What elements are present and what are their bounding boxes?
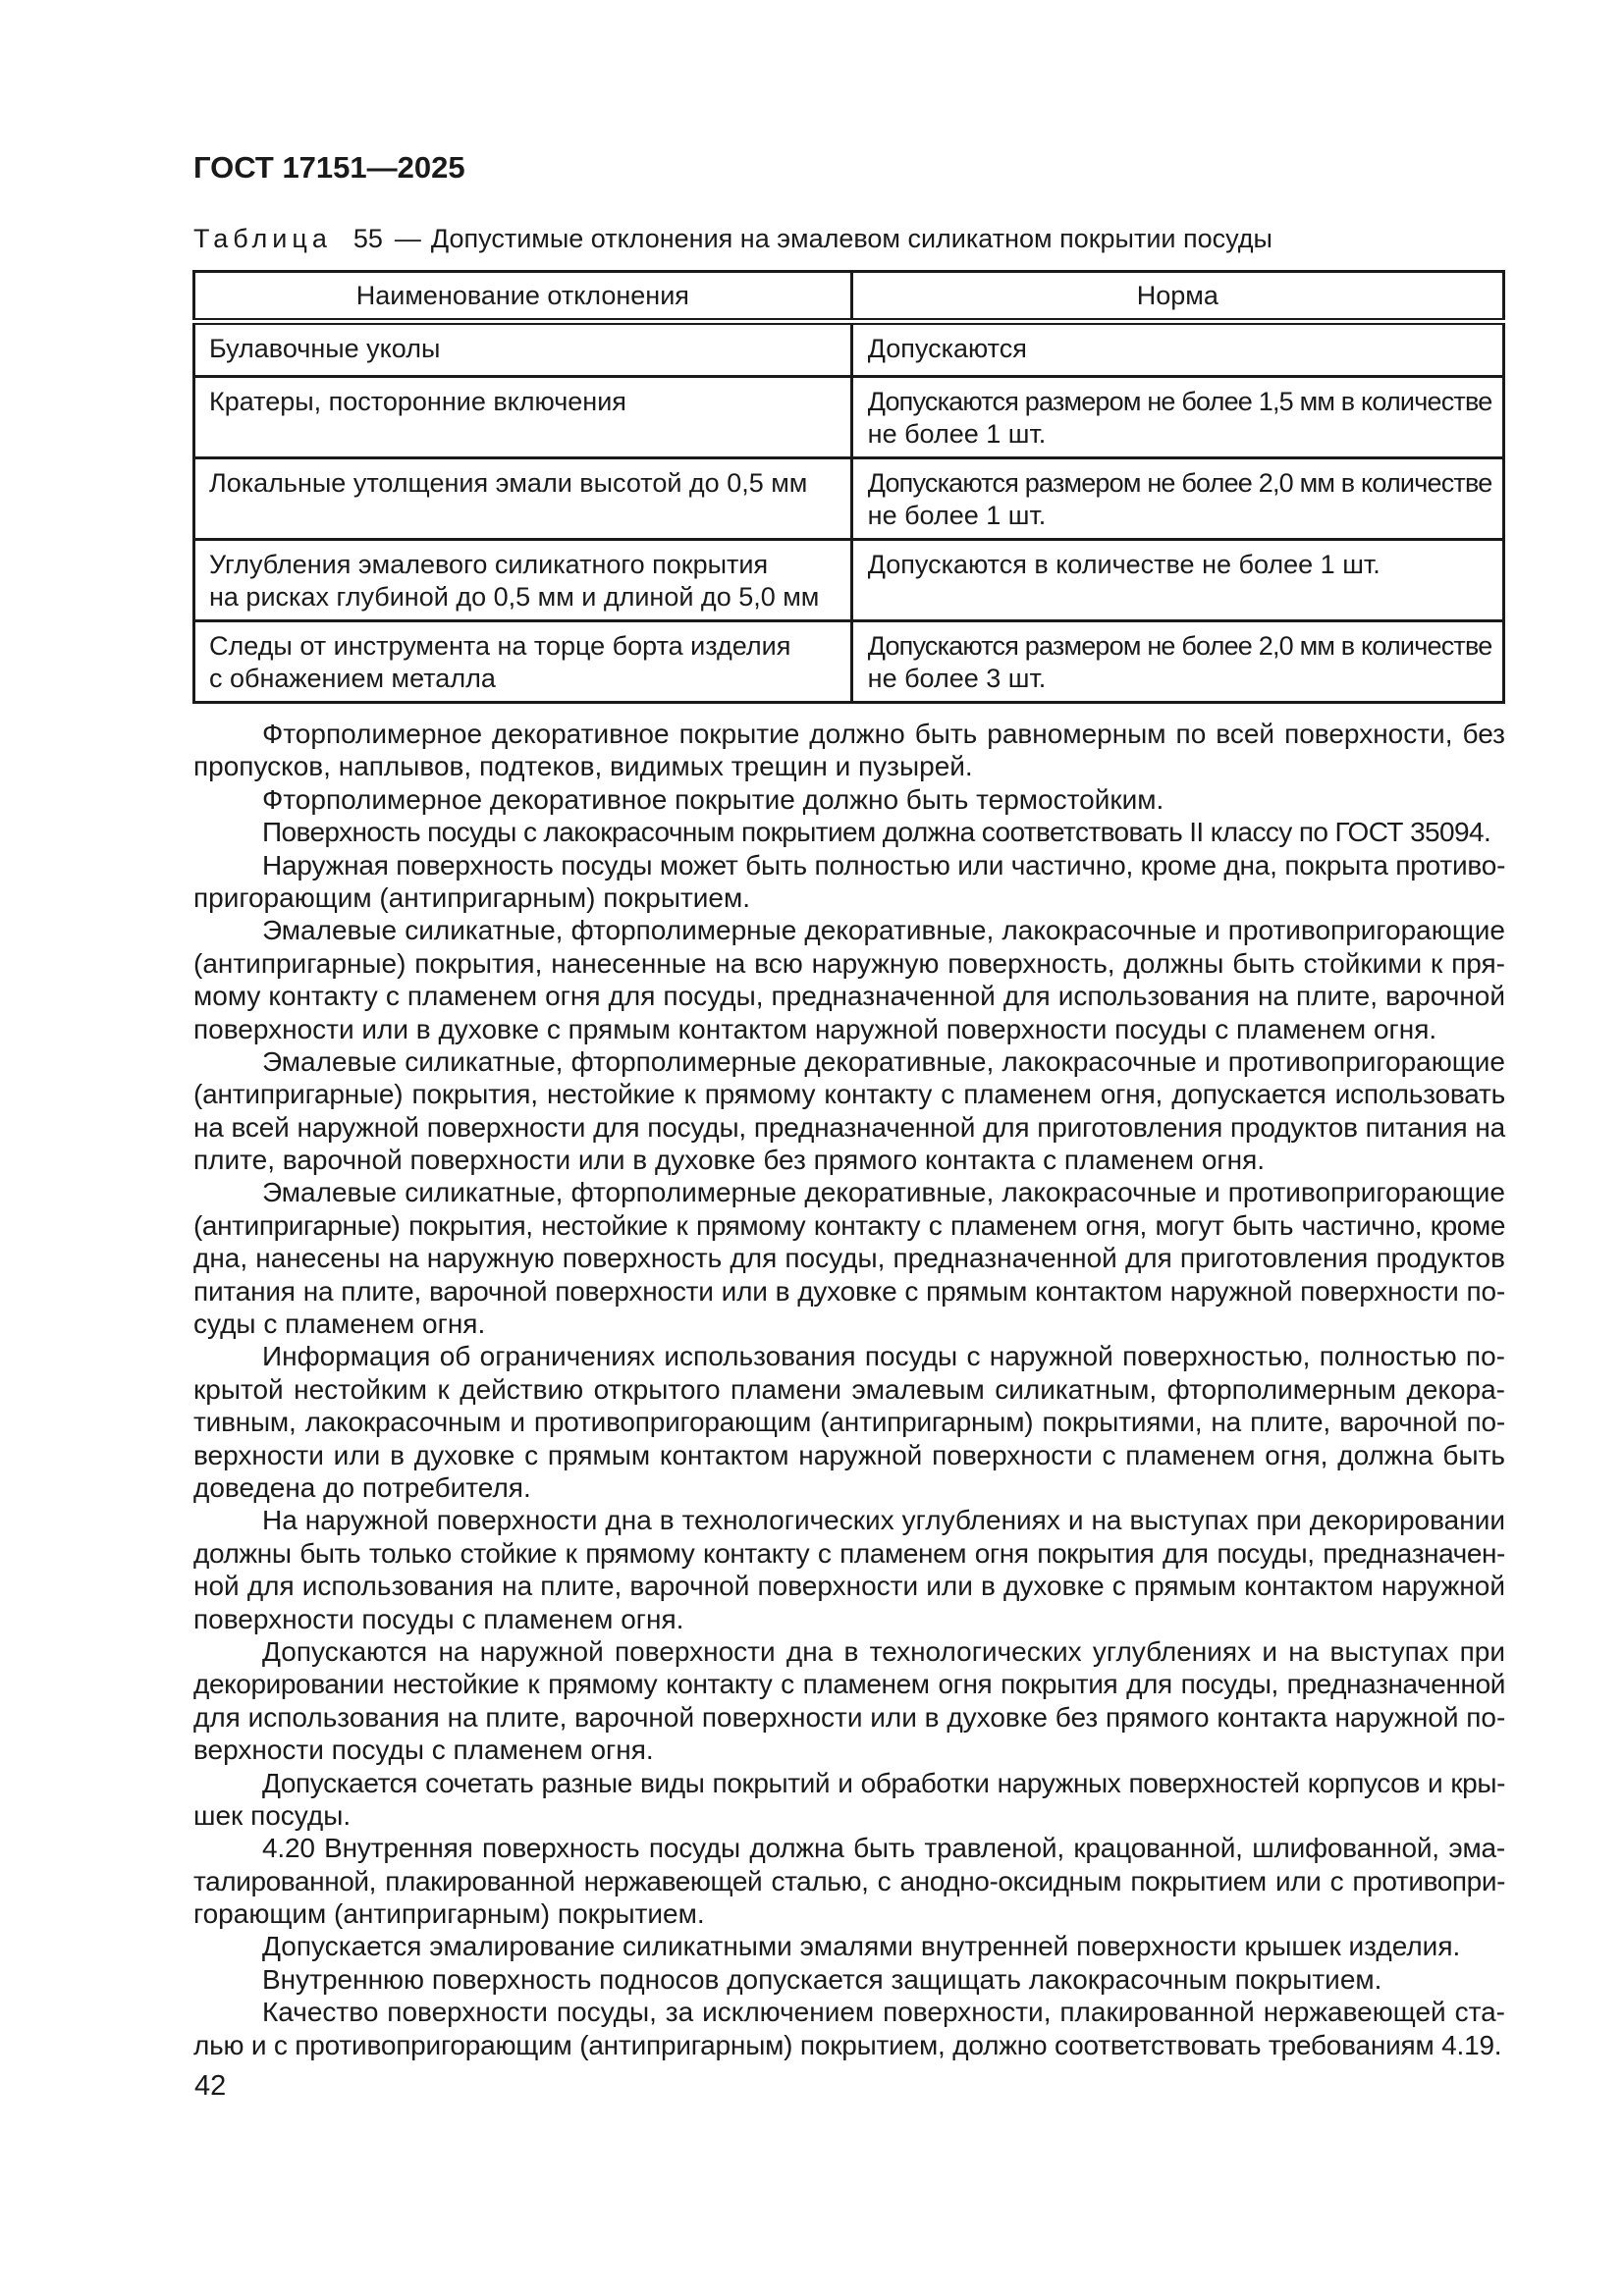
deviation-name-cell [194, 458, 852, 540]
text-line: лью и с противопригорающим (антипригарным) покрытием, должно соответствовать требованиям 4.19. [193, 2029, 1502, 2060]
text-line: (антипригарные) покрытия, нанесенные на всю наружную поверхность, должны быть стойкими к пря- [193, 947, 1505, 979]
body-text [193, 718, 1505, 2061]
text-line: ной для использования на плите, варочной поверхности или в духовке с прямым контактом наружной [193, 1571, 1505, 1602]
text-line: тивным, лакокрасочным и противопригорающим (антипригарным) покрытиями, на плите, варочной по- [193, 1407, 1505, 1438]
cell-line: Кратеры, посторонние включения [209, 387, 626, 416]
text-line: мому контакту с пламенем огня для посуды, предназначенной для использования на плите, варочной [193, 981, 1505, 1012]
cell-line: с обнажением металла [209, 664, 496, 693]
text-line: 4.20 Внутренняя поверхность посуды должна быть травленой, крацованной, шлифованной, эма- [262, 1833, 1505, 1864]
text-line: горающим (антипригарным) покрытием. [193, 1898, 705, 1930]
text-line: декорировании нестойкие к прямому контакту с пламенем огня покрытия для посуды, предназначенной [193, 1669, 1505, 1700]
paragraph [193, 816, 1505, 848]
column-header-norm: Норма [851, 272, 1503, 322]
text-line: пропусков, наплывов, подтеков, видимых трещин и пузырей. [193, 751, 973, 782]
paragraph [193, 1832, 1505, 1930]
norm-cell [851, 621, 1503, 703]
text-line: Наружная поверхность посуды может быть полностью или частично, кроме дна, покрыта противо- [262, 849, 1506, 881]
text-line: (антипригарные) покрытия, нестойкие к прямому контакту с пламенем огня, допускается использовать [193, 1079, 1505, 1110]
text-line: поверхности или в духовке с прямым контактом наружной поверхности посуды с пламенем огня. [193, 1013, 1437, 1044]
cell-line: Допускаются в количестве не более 1 шт. [867, 550, 1380, 579]
cell-line: не более 1 шт. [867, 501, 1047, 530]
table-row [194, 377, 1504, 458]
text-line: на всей наружной поверхности для посуды, предназначенной для приготовления продуктов питания на [193, 1111, 1505, 1143]
table-header-row [194, 272, 1504, 322]
cell-line: Допускаются размером не более 2,0 мм в количестве [867, 631, 1492, 661]
cell-line: Углубления эмалевого силикатного покрытия [209, 550, 769, 579]
norm-cell [851, 322, 1503, 377]
page-number: 42 [194, 2070, 227, 2102]
text-line: верхности или в духовке с прямым контактом наружной поверхности с пламенем огня, должна быть [193, 1439, 1505, 1470]
table-row [194, 458, 1504, 540]
text-line: верхности посуды с пламенем огня. [193, 1735, 654, 1766]
paragraph [193, 1767, 1505, 1833]
table-caption [193, 223, 1272, 254]
deviation-name-cell [194, 322, 852, 377]
text-line: должны быть только стойкие к прямому контакту с пламенем огня покрытия для посуды, предназначен- [193, 1537, 1505, 1569]
paragraph [193, 1930, 1505, 1962]
cell-line: не более 1 шт. [867, 419, 1047, 449]
text-line: Эмалевые силикатные, фторполимерные декоративные, лакокрасочные и противопригорающие [262, 915, 1505, 946]
text-line: суды с пламенем огня. [193, 1308, 486, 1340]
paragraph [193, 1176, 1505, 1340]
table-caption-title: Допустимые отклонения на эмалевом силикатном покрытии посуды [430, 224, 1272, 253]
text-line: Эмалевые силикатные, фторполимерные декоративные, лакокрасочные и противопригорающие [262, 1045, 1505, 1077]
text-line: талированной, плакированной нержавеющей сталью, с анодно-оксидным покрытием или с противопри- [193, 1865, 1505, 1896]
paragraph [193, 914, 1505, 1045]
text-line: доведена до потребителя. [193, 1471, 531, 1503]
cell-line: Допускаются размером не более 2,0 мм в количестве [867, 468, 1492, 498]
text-line: питания на плите, варочной поверхности или в духовке с прямым контактом наружной поверхности по- [193, 1275, 1505, 1307]
text-line: Фторполимерное декоративное покрытие должно быть равномерным по всей поверхности, без [262, 719, 1505, 749]
table-row [194, 621, 1504, 703]
text-line: Фторполимерное декоративное покрытие должно быть термостойким. [262, 783, 1164, 815]
paragraph [193, 1045, 1505, 1177]
cell-line: Булавочные уколы [209, 334, 441, 363]
paragraph [193, 1635, 1505, 1767]
norm-cell [851, 540, 1503, 621]
paragraph [193, 1504, 1505, 1635]
cell-line: Следы от инструмента на торце борта изделия [209, 631, 791, 661]
cell-line: Локальные утолщения эмали высотой до 0,5 мм [209, 468, 808, 498]
paragraph [193, 849, 1505, 915]
text-line: для использования на плите, варочной поверхности или в духовке без прямого контакта наружной по- [193, 1701, 1506, 1733]
paragraph [193, 783, 1505, 816]
text-line: Допускается эмалирование силикатными эмалями внутренней поверхности крышек изделия. [262, 1931, 1461, 1962]
text-line: крытой нестойким к действию открытого пламени эмалевым силикатным, фторполимерным декора- [193, 1373, 1505, 1405]
paragraph [193, 1963, 1505, 1996]
text-line: Эмалевые силикатные, фторполимерные декоративные, лакокрасочные и противопригорающие [262, 1177, 1505, 1208]
text-line: поверхности посуды с пламенем огня. [193, 1603, 684, 1634]
table-row [194, 540, 1504, 621]
deviations-table [192, 270, 1505, 704]
text-line: Информация об ограничениях использования посуды с наружной поверхностью, полностью по- [262, 1341, 1505, 1372]
text-line: пригорающим (антипригарным) покрытием. [193, 881, 751, 913]
table-row [194, 322, 1504, 377]
text-line: Поверхность посуды с лакокрасочным покрытием должна соответствовать II классу по ГОСТ 35094. [262, 817, 1491, 848]
text-line: дна, нанесены на наружную поверхность для посуды, предназначенной для приготовления продуктов [193, 1243, 1505, 1274]
norm-cell [851, 377, 1503, 458]
table-caption-number: 55 [352, 224, 383, 253]
paragraph [193, 1340, 1505, 1504]
text-line: Допускаются на наружной поверхности дна в технологических углублениях и на выступах при [262, 1635, 1505, 1667]
deviation-name-cell [194, 377, 852, 458]
deviation-name-cell [194, 540, 852, 621]
text-line: шек посуды. [193, 1799, 352, 1831]
text-line: Допускается сочетать разные виды покрытий и обработки наружных поверхностей корпусов и кры- [262, 1767, 1505, 1798]
standard-code-header: ГОСТ 17151—2025 [193, 150, 465, 185]
cell-line: не более 3 шт. [867, 664, 1047, 693]
text-line: (антипригарные) покрытия, нестойкие к прямому контакту с пламенем огня, могут быть частично, кроме [193, 1209, 1505, 1241]
cell-line: на рисках глубиной до 0,5 мм и длиной до 5,0 мм [209, 582, 820, 612]
paragraph [193, 1996, 1505, 2061]
cell-line: Допускаются размером не более 1,5 мм в количестве [867, 387, 1492, 416]
deviation-name-cell [194, 621, 852, 703]
table-caption-dash: — [394, 224, 421, 253]
text-line: плите, варочной поверхности или в духовке без прямого контакта с пламенем огня. [193, 1145, 1266, 1176]
table-caption-word: Таблица [193, 224, 332, 253]
paragraph [193, 718, 1505, 783]
text-line: Качество поверхности посуды, за исключением поверхности, плакированной нержавеющей ста- [262, 1997, 1505, 2028]
text-line: Внутреннюю поверхность подносов допускается защищать лакокрасочным покрытием. [262, 1963, 1382, 1995]
norm-cell [851, 458, 1503, 540]
text-line: На наружной поверхности дна в технологических углублениях и на выступах при декорировании [262, 1505, 1505, 1536]
cell-line: Допускаются [867, 334, 1027, 363]
column-header-deviation-name: Наименование отклонения [194, 272, 852, 322]
